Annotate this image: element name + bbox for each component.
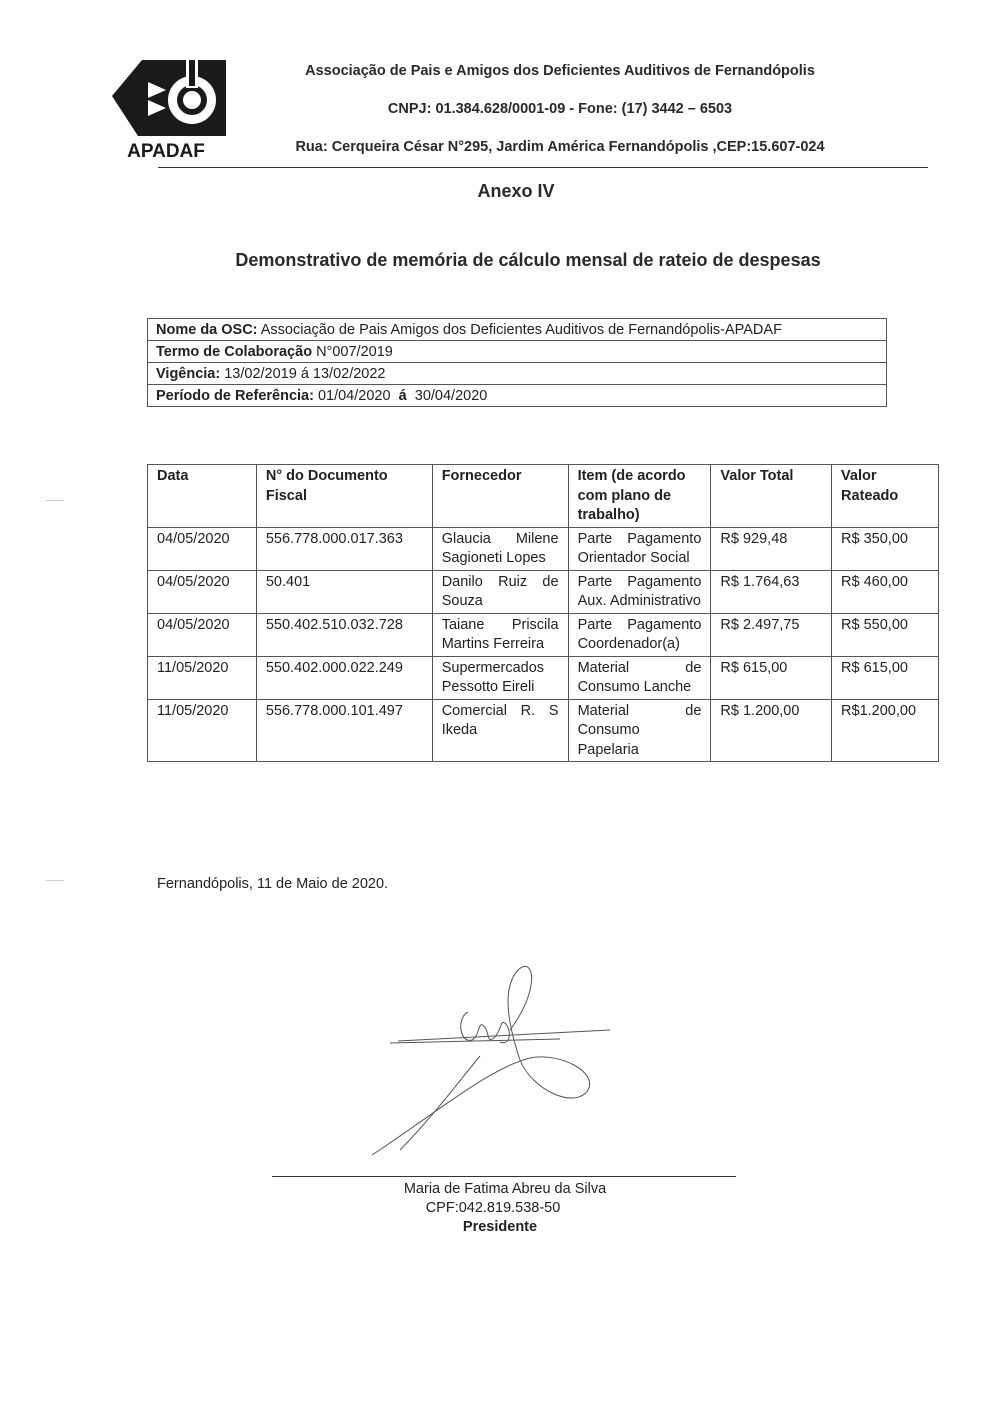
cell-total: R$ 1.200,00 — [711, 699, 832, 762]
document-title: Demonstrativo de memória de cálculo mensal de rateio de despesas — [235, 250, 821, 270]
place-date: Fernandópolis, 11 de Maio de 2020. — [157, 876, 389, 892]
cell-date: 04/05/2020 — [148, 570, 257, 613]
osc-name-label: Nome da OSC: — [156, 322, 258, 338]
osc-name-row — [148, 319, 886, 340]
cell-document: 50.401 — [256, 570, 432, 613]
cell-document: 556.778.000.101.497 — [256, 699, 432, 762]
osc-name-value: Associação de Pais Amigos dos Deficientes Auditivos de Fernandópolis-APADAF — [257, 322, 782, 338]
signatory-cpf: CPF:042.819.538-50 — [425, 1200, 561, 1216]
period-start: 01/04/2020 — [313, 388, 391, 404]
cell-apportioned: R$1.200,00 — [832, 699, 939, 762]
cell-document: 550.402.000.022.249 — [256, 656, 432, 699]
table-row — [148, 656, 939, 699]
table-row — [148, 570, 939, 613]
col-header-total: Valor Total — [711, 465, 832, 528]
period-separator: á — [398, 388, 407, 404]
validity-value: 13/02/2019 á 13/02/2022 — [220, 366, 386, 382]
cnpj-phone: CNPJ: 01.384.628/0001-09 - Fone: (17) 3442 – 6503 — [387, 101, 733, 117]
cell-item: Parte Pagamento Aux. Administrativo — [568, 570, 711, 613]
col-header-item: Item (de acordo com plano de trabalho) — [568, 465, 711, 528]
cell-document: 556.778.000.017.363 — [256, 527, 432, 570]
scan-mark — [46, 880, 64, 881]
period-row — [148, 384, 886, 406]
cell-apportioned: R$ 350,00 — [832, 527, 939, 570]
table-row — [148, 613, 939, 656]
org-address: Rua: Cerqueira César N°295, Jardim América Fernandópolis ,CEP:15.607-024 — [295, 139, 825, 155]
cell-item: Material de Consumo Lanche — [568, 656, 711, 699]
term-value: N°007/2019 — [312, 344, 393, 360]
cell-date: 11/05/2020 — [148, 656, 257, 699]
signature-image — [360, 960, 620, 1160]
cell-apportioned: R$ 615,00 — [832, 656, 939, 699]
cell-date: 11/05/2020 — [148, 699, 257, 762]
cell-total: R$ 615,00 — [711, 656, 832, 699]
org-name: Associação de Pais e Amigos dos Deficientes Auditivos de Fernandópolis — [305, 63, 815, 79]
table-row — [148, 527, 939, 570]
validity-row — [148, 362, 886, 384]
scan-mark — [46, 500, 64, 501]
cell-supplier: Supermercados Pessotto Eireli — [432, 656, 568, 699]
cell-date: 04/05/2020 — [148, 527, 257, 570]
cell-apportioned: R$ 460,00 — [832, 570, 939, 613]
table-header-row — [148, 465, 939, 528]
cell-supplier: Taiane Priscila Martins Ferreira — [432, 613, 568, 656]
annex-title: Anexo IV — [477, 181, 555, 201]
term-label: Termo de Colaboração — [156, 344, 313, 360]
table-row — [148, 699, 939, 762]
signatory-name: Maria de Fatima Abreu da Silva — [403, 1181, 607, 1197]
cell-date: 04/05/2020 — [148, 613, 257, 656]
cell-total: R$ 1.764,63 — [711, 570, 832, 613]
col-header-document: N° do Documento Fiscal — [256, 465, 432, 528]
cell-document: 550.402.510.032.728 — [256, 613, 432, 656]
expense-table — [147, 464, 939, 762]
col-header-supplier: Fornecedor — [432, 465, 568, 528]
apadaf-logo — [108, 56, 228, 160]
signature-line — [272, 1176, 736, 1177]
cell-item: Material de Consumo Papelaria — [568, 699, 711, 762]
header-divider — [158, 167, 928, 168]
osc-info-box — [147, 318, 887, 407]
period-end: 30/04/2020 — [414, 388, 488, 404]
cell-supplier: Danilo Ruiz de Souza — [432, 570, 568, 613]
cell-total: R$ 2.497,75 — [711, 613, 832, 656]
signatory-role: Presidente — [462, 1219, 538, 1235]
col-header-date: Data — [148, 465, 257, 528]
col-header-apportioned: Valor Rateado — [832, 465, 939, 528]
logo-text: APADAF — [127, 141, 205, 160]
validity-label: Vigência: — [156, 366, 221, 382]
cell-item: Parte Pagamento Coordenador(a) — [568, 613, 711, 656]
cell-item: Parte Pagamento Orientador Social — [568, 527, 711, 570]
cell-supplier: Glaucia Milene Sagioneti Lopes — [432, 527, 568, 570]
period-label: Período de Referência: — [156, 388, 314, 404]
cell-total: R$ 929,48 — [711, 527, 832, 570]
cell-apportioned: R$ 550,00 — [832, 613, 939, 656]
term-row — [148, 340, 886, 362]
cell-supplier: Comercial R. S Ikeda — [432, 699, 568, 762]
